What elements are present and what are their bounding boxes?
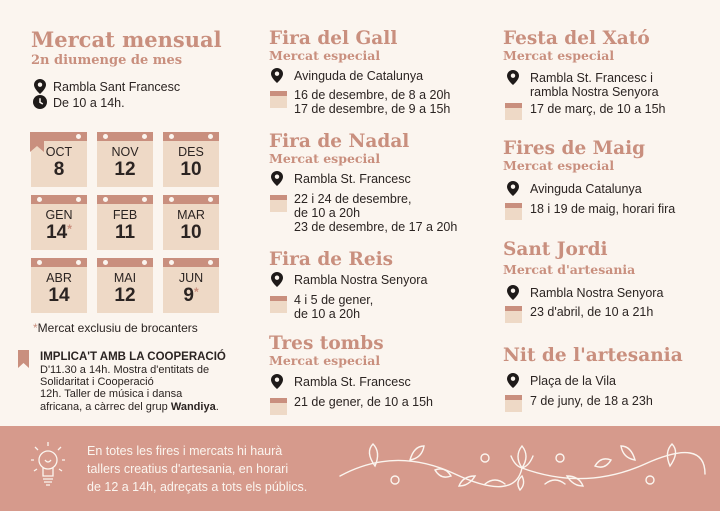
event-location: Rambla Nostra Senyora	[294, 273, 428, 287]
event-title: Fira de Reis	[269, 249, 394, 270]
ribbon-icon	[30, 132, 44, 152]
date-tile-day-number: 11	[114, 222, 136, 243]
coop-line-4	[40, 401, 219, 413]
location-pin-icon	[507, 285, 519, 300]
date-tile-month: ABR	[46, 271, 72, 285]
date-tile-day	[97, 285, 153, 307]
date-tile	[31, 195, 87, 250]
event-subtitle: Mercat especial	[269, 353, 381, 368]
calendar-icon	[505, 395, 522, 412]
location-pin-icon	[507, 70, 519, 85]
coop-line-2: Solidaritat i Cooperació	[40, 376, 154, 389]
event-subtitle: Mercat especial	[503, 158, 615, 173]
event-subtitle: Mercat d'artesania	[503, 262, 636, 277]
coop-title: IMPLICA'T AMB LA COOPERACIÓ	[40, 351, 226, 363]
event-location: Plaça de la Vila	[530, 374, 616, 388]
mercat-mensual-location: Rambla Sant Francesc	[53, 80, 181, 94]
event-date: 18 i 19 de maig, horari fira	[530, 202, 676, 216]
calendar-icon	[505, 306, 522, 323]
mercat-mensual-time: De 10 a 14h.	[53, 96, 125, 110]
calendar-icon	[270, 398, 287, 415]
footer-line-2: tallers creatius d'artesania, en horari	[87, 462, 289, 476]
event-subtitle: Mercat especial	[503, 48, 615, 63]
date-tile-month: MAR	[177, 208, 205, 222]
coop-line-1: D'11.30 a 14h. Mostra d'entitats de	[40, 364, 210, 376]
event-title: Fira del Gall	[269, 28, 398, 49]
event-location: Avinguda Catalunya	[530, 182, 642, 196]
calendar-icon	[505, 103, 522, 120]
event-location: Rambla St. Francesc	[294, 172, 411, 186]
coop-line-3: 12h. Taller de música i dansa	[40, 388, 183, 401]
date-tile-month: FEB	[112, 208, 138, 222]
date-tile-day-number: 10	[180, 159, 202, 180]
event-title: Tres tombs	[269, 333, 384, 354]
date-tile-month: DES	[178, 145, 204, 159]
event-title: Fira de Nadal	[269, 131, 410, 152]
footer-banner	[0, 426, 720, 511]
date-tile-day	[31, 159, 87, 181]
coop-group-name: Wandiya	[170, 400, 216, 413]
bookmark-icon	[18, 350, 29, 368]
date-tile-day-number: 12	[114, 285, 136, 306]
location-pin-icon	[271, 171, 283, 186]
date-tile-month: JUN	[178, 271, 204, 285]
event-date: 21 de gener, de 10 a 15h	[294, 395, 434, 409]
event-location: rambla Nostra Senyora	[530, 85, 659, 99]
date-tile-day-number: 12	[114, 159, 136, 180]
event-date: 23 d'abril, de 10 a 21h	[530, 305, 654, 319]
clock-icon	[33, 95, 47, 109]
date-tile-day	[163, 159, 219, 181]
event-date: de 10 a 20h	[294, 206, 361, 220]
calendar-icon	[270, 91, 287, 108]
star-note-mark: *	[33, 321, 38, 335]
date-tile-day	[31, 222, 87, 244]
date-tile-star: *	[193, 285, 199, 299]
calendar-icon	[270, 296, 287, 313]
lightbulb-icon	[30, 440, 66, 492]
star-note-text: Mercat exclusiu de brocanters	[37, 321, 198, 335]
date-tile-day-number: 14	[48, 285, 70, 306]
location-pin-icon	[271, 374, 283, 389]
date-tile-day-number: 8	[53, 159, 65, 180]
event-title: Festa del Xató	[503, 28, 650, 49]
event-date: 4 i 5 de gener,	[294, 293, 374, 307]
date-tile-day-number: 9	[183, 285, 194, 306]
date-tile	[31, 258, 87, 313]
event-location: Rambla St. Francesc	[294, 375, 411, 389]
event-date: de 10 a 20h	[294, 307, 361, 321]
coop-text	[40, 364, 219, 413]
event-date: 17 de desembre, de 9 a 15h	[294, 102, 451, 116]
event-subtitle: Mercat especial	[269, 48, 381, 63]
date-tile-month: MAI	[113, 271, 137, 285]
date-tile-day	[97, 159, 153, 181]
event-location: Rambla Nostra Senyora	[530, 286, 664, 300]
date-tile	[97, 258, 153, 313]
footer-line-1: En totes les fires i mercats hi haurà	[87, 444, 283, 458]
calendar-icon	[270, 195, 287, 212]
floral-ornament	[335, 436, 710, 501]
mercat-mensual-title: Mercat mensual	[31, 27, 222, 52]
location-pin-icon	[271, 68, 283, 83]
event-date: 16 de desembre, de 8 a 20h	[294, 88, 451, 102]
date-tile-day-number: 14	[46, 222, 68, 243]
date-tile-month: GEN	[45, 208, 73, 222]
date-tile	[97, 132, 153, 187]
date-tile-star: *	[67, 222, 72, 236]
mercat-mensual-subtitle: 2n diumenge de mes	[31, 53, 183, 68]
date-tile-day	[163, 285, 219, 307]
date-tile-day	[163, 222, 219, 244]
date-tile-day	[31, 285, 87, 307]
event-location: Rambla St. Francesc i	[530, 71, 653, 85]
coop-line-4-prefix: africana, a càrrec del grup	[40, 400, 171, 413]
coop-line-4-suffix: .	[215, 400, 219, 413]
calendar-icon	[505, 203, 522, 220]
date-tile	[97, 195, 153, 250]
date-tile-day-number: 10	[180, 222, 202, 243]
location-pin-icon	[34, 79, 46, 94]
event-title: Sant Jordi	[503, 239, 608, 260]
location-pin-icon	[507, 373, 519, 388]
event-title: Nit de l'artesania	[503, 345, 683, 366]
date-tile	[163, 195, 219, 250]
event-date: 22 i 24 de desembre,	[294, 192, 412, 206]
event-subtitle: Mercat especial	[269, 151, 381, 166]
date-tile-month: OCT	[45, 145, 73, 159]
date-tile	[163, 258, 219, 313]
star-note	[33, 321, 198, 335]
event-title: Fires de Maig	[503, 138, 646, 159]
location-pin-icon	[507, 181, 519, 196]
event-date: 7 de juny, de 18 a 23h	[530, 394, 653, 408]
event-date: 17 de març, de 10 a 15h	[530, 102, 666, 116]
event-date: 23 de desembre, de 17 a 20h	[294, 220, 458, 234]
date-tile	[163, 132, 219, 187]
location-pin-icon	[271, 272, 283, 287]
footer-line-3: de 12 a 14h, adreçats a tots els públics.	[87, 480, 308, 494]
date-tile-day	[97, 222, 153, 244]
event-location: Avinguda de Catalunya	[294, 69, 424, 83]
footer-text	[87, 442, 307, 496]
date-tile-month: NOV	[111, 145, 139, 159]
